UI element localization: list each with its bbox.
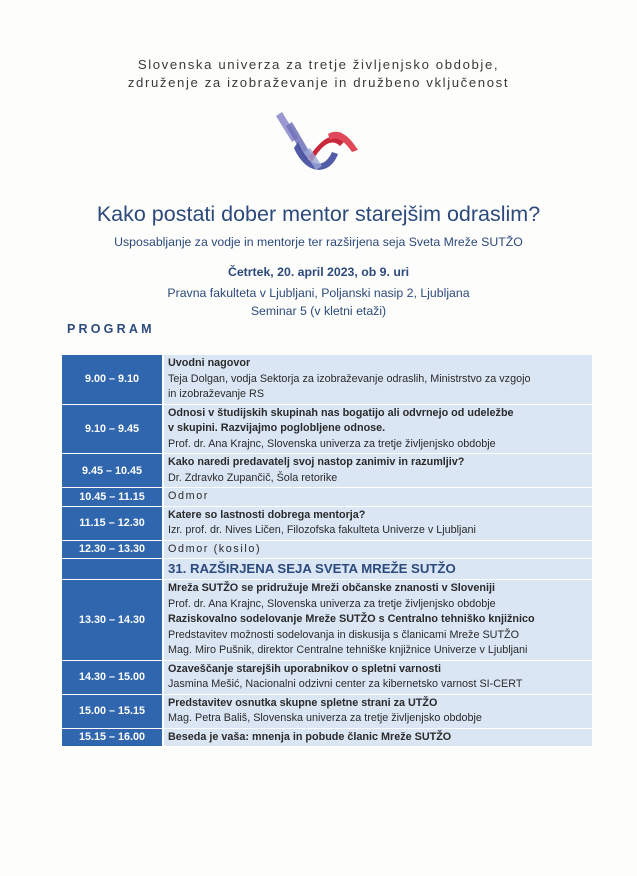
event-room: Seminar 5 (v kletni etaži) [250,304,387,318]
schedule-content [164,729,592,747]
schedule-item-text: Jasmina Mešić, Nacionalni odzivni center za kibernetsko varnost SI-CERT [168,678,523,690]
program-heading: PROGRAM [67,322,155,336]
schedule-row [62,695,592,729]
event-venue: Pravna fakulteta v Ljubljani, Poljanski nasip 2, Ljubljana [167,286,470,300]
schedule-content [164,695,592,728]
organization-name [0,56,637,92]
schedule-time: 15.15 – 16.00 [62,729,164,747]
org-line-1: Slovenska univerza za tretje življenjsko obdobje, [137,57,500,72]
org-line-2: združenje za izobraževanje in družbeno vključenost [127,75,510,90]
event-date: Četrtek, 20. april 2023, ob 9. uri [227,265,410,279]
schedule-content [164,488,592,506]
schedule-item-title: Mreža SUTŽO se pridružuje Mreži občanske znanosti v Sloveniji [168,582,495,594]
schedule-row [62,405,592,455]
schedule-item-title: Odnosi v študijskih skupinah nas bogatijo ali odvrnejo od udeležbe [168,406,514,419]
schedule-time: 13.30 – 14.30 [62,580,164,660]
schedule-item-title: Uvodni nagovor [168,357,251,369]
schedule-time: 15.00 – 15.15 [62,695,164,728]
schedule-item-text: Odmor (kosilo) [168,542,262,555]
schedule-row [62,454,592,488]
schedule-item-text: Prof. dr. Ana Krajnc, Slovenska univerza za tretje življenjsko obdobje [168,437,496,450]
schedule-section-row [62,559,592,580]
schedule-row [62,507,592,541]
schedule-row [62,661,592,695]
page-subtitle: Usposabljanje za vodje in mentorje ter razširjena seja Sveta Mreže SUTŽO [114,235,523,249]
schedule-content [164,580,592,660]
schedule-time [62,559,164,579]
schedule-item-text: Odmor [168,490,209,502]
schedule-content [164,405,592,454]
schedule-time: 9.10 – 9.45 [62,405,164,454]
schedule-item-text: Teja Dolgan, vodja Sektorja za izobraževanje odraslih, Ministrstvo za vzgojo [168,372,531,385]
schedule-content [164,454,592,487]
page-title: Kako postati dober mentor starejšim odraslim? [96,202,541,226]
schedule-time: 14.30 – 15.00 [62,661,164,694]
program-schedule [62,355,592,747]
schedule-row [62,729,592,748]
schedule-item-title: Raziskovalno sodelovanje Mreže SUTŽO s Centralno tehniško knjižnico [168,613,535,625]
schedule-content [164,355,592,404]
schedule-item-text: Predstavitev možnosti sodelovanja in diskusija s članicami Mreže SUTŽO [168,628,520,641]
schedule-time: 9.45 – 10.45 [62,454,164,487]
schedule-item-title: Ozaveščanje starejših uporabnikov o spletni varnosti [168,662,442,675]
schedule-row [62,355,592,405]
university-logo [268,108,364,180]
schedule-row [62,541,592,560]
schedule-item-text: Mag. Miro Pušnik, direktor Centralne tehniške knjižnice Univerze v Ljubljani [168,644,528,656]
schedule-item-text: Izr. prof. dr. Nives Ličen, Filozofska fakulteta Univerze v Ljubljani [168,524,476,536]
schedule-item-text: Mag. Petra Bališ, Slovenska univerza za tretje življenjsko obdobje [168,712,482,724]
schedule-item-title: v skupini. Razvijajmo poglobljene odnose. [168,422,386,434]
schedule-time: 10.45 – 11.15 [62,488,164,506]
schedule-time: 12.30 – 13.30 [62,541,164,559]
schedule-content [164,541,592,559]
schedule-row [62,580,592,661]
schedule-content [164,507,592,540]
schedule-item-title: 31. RAZŠIRJENA SEJA SVETA MREŽE SUTŽO [168,561,456,576]
schedule-time: 9.00 – 9.10 [62,355,164,404]
schedule-item-text: Dr. Zdravko Zupančič, Šola retorike [168,471,338,484]
schedule-item-text: Prof. dr. Ana Krajnc, Slovenska univerza za tretje življenjsko obdobje [168,597,496,610]
schedule-content [164,559,592,579]
schedule-row [62,488,592,507]
schedule-item-text: in izobraževanje RS [168,388,265,400]
event-location [0,284,637,320]
schedule-content [164,661,592,694]
schedule-time: 11.15 – 12.30 [62,507,164,540]
schedule-item-title: Katere so lastnosti dobrega mentorja? [168,508,366,521]
schedule-item-title: Kako naredi predavatelj svoj nastop zanimiv in razumljiv? [168,456,465,468]
schedule-item-title: Predstavitev osnutka skupne spletne strani za UTŽO [168,696,438,709]
schedule-item-title: Beseda je vaša: mnenja in pobude članic Mreže SUTŽO [168,730,452,743]
